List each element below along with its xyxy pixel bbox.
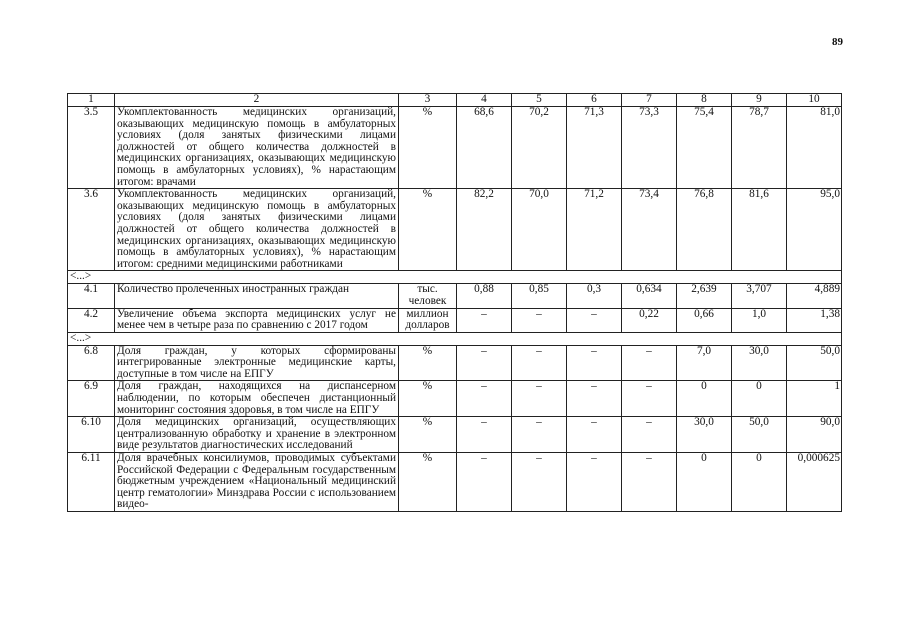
header-cell: 5 <box>512 94 567 107</box>
header-cell: 10 <box>787 94 842 107</box>
table-row <box>68 308 842 332</box>
indicator-name: Доля граждан, у которых сформированы интегрированные электронные медицинские карты, доступные в том числе на ЕПГУ <box>115 345 399 381</box>
value-cell: 50,0 <box>787 345 842 381</box>
unit-cell: тыс. человек <box>399 284 457 308</box>
value-cell: – <box>567 381 622 417</box>
indicator-name: Укомплектованность медицинских организаций, оказывающих медицинскую помощь в амбулаторных условиях (доля занятых физическими лицами должностей от общего количества должностей в медицинских организациях, оказывающих медицинскую помощь в амбулаторных условиях), % нарастающим итогом: врачами <box>115 107 399 189</box>
value-cell: 0,634 <box>622 284 677 308</box>
unit-cell: миллион долларов <box>399 308 457 332</box>
unit-cell: % <box>399 107 457 189</box>
value-cell: 0,000625 <box>787 453 842 512</box>
row-number: 6.9 <box>68 381 115 417</box>
value-cell: – <box>457 308 512 332</box>
value-cell: 0 <box>732 453 787 512</box>
page-number: 89 <box>832 36 843 48</box>
value-cell: – <box>622 345 677 381</box>
row-number: 4.2 <box>68 308 115 332</box>
unit-cell: % <box>399 417 457 453</box>
value-cell: 71,3 <box>567 107 622 189</box>
value-cell: 0,3 <box>567 284 622 308</box>
value-cell: 68,6 <box>457 107 512 189</box>
value-cell: 0 <box>677 453 732 512</box>
value-cell: 4,889 <box>787 284 842 308</box>
value-cell: 81,6 <box>732 189 787 271</box>
indicator-name: Укомплектованность медицинских организаций, оказывающих медицинскую помощь в амбулаторных условиях (доля занятых физическими лицами должностей от общего количества должностей в медицинских организациях, оказывающих медицинскую помощь в амбулаторных условиях), % нарастающим итогом: средними медицинскими работниками <box>115 189 399 271</box>
value-cell: 1,38 <box>787 308 842 332</box>
value-cell: – <box>512 308 567 332</box>
ellipsis-separator: <...> <box>68 271 842 284</box>
indicator-table <box>67 93 842 512</box>
value-cell: 75,4 <box>677 107 732 189</box>
row-number: 3.5 <box>68 107 115 189</box>
value-cell: 90,0 <box>787 417 842 453</box>
value-cell: – <box>457 453 512 512</box>
header-cell: 9 <box>732 94 787 107</box>
unit-cell: % <box>399 345 457 381</box>
table-row <box>68 345 842 381</box>
header-cell: 8 <box>677 94 732 107</box>
value-cell: – <box>512 453 567 512</box>
value-cell: 95,0 <box>787 189 842 271</box>
table-row <box>68 107 842 189</box>
indicator-name: Доля врачебных консилиумов, проводимых субъектами Российской Федерации с Федеральным государственным бюджетным учреждением «Национальный медицинский центр гематологии» Минздрава России с использованием видео- <box>115 453 399 512</box>
row-number: 4.1 <box>68 284 115 308</box>
value-cell: – <box>512 381 567 417</box>
separator-row <box>68 271 842 284</box>
value-cell: – <box>457 345 512 381</box>
indicator-name: Количество пролеченных иностранных граждан <box>115 284 399 308</box>
table-row <box>68 284 842 308</box>
value-cell: 81,0 <box>787 107 842 189</box>
header-cell: 7 <box>622 94 677 107</box>
value-cell: – <box>457 381 512 417</box>
value-cell: 3,707 <box>732 284 787 308</box>
header-cell: 6 <box>567 94 622 107</box>
value-cell: – <box>512 417 567 453</box>
table-row <box>68 189 842 271</box>
value-cell: 70,0 <box>512 189 567 271</box>
header-cell: 1 <box>68 94 115 107</box>
separator-row <box>68 332 842 345</box>
value-cell: 73,4 <box>622 189 677 271</box>
value-cell: 2,639 <box>677 284 732 308</box>
indicator-name: Увеличение объема экспорта медицинских услуг не менее чем в четыре раза по сравнению с 2017 годом <box>115 308 399 332</box>
value-cell: – <box>622 417 677 453</box>
value-cell: 1,0 <box>732 308 787 332</box>
unit-cell: % <box>399 381 457 417</box>
header-cell: 4 <box>457 94 512 107</box>
value-cell: – <box>622 453 677 512</box>
value-cell: 82,2 <box>457 189 512 271</box>
value-cell: 0 <box>677 381 732 417</box>
value-cell: – <box>567 308 622 332</box>
row-number: 6.8 <box>68 345 115 381</box>
table-row <box>68 417 842 453</box>
row-number: 6.11 <box>68 453 115 512</box>
value-cell: 0,66 <box>677 308 732 332</box>
value-cell: 71,2 <box>567 189 622 271</box>
value-cell: – <box>567 345 622 381</box>
header-cell: 3 <box>399 94 457 107</box>
value-cell: – <box>567 453 622 512</box>
ellipsis-separator: <...> <box>68 332 842 345</box>
unit-cell: % <box>399 189 457 271</box>
value-cell: 7,0 <box>677 345 732 381</box>
table-body <box>68 94 842 512</box>
table-row <box>68 453 842 512</box>
row-number: 6.10 <box>68 417 115 453</box>
value-cell: 73,3 <box>622 107 677 189</box>
indicator-name: Доля медицинских организаций, осуществляющих централизованную обработку и хранение в электронном виде результатов диагностических исследований <box>115 417 399 453</box>
value-cell: 0,85 <box>512 284 567 308</box>
value-cell: 76,8 <box>677 189 732 271</box>
indicator-name: Доля граждан, находящихся на диспансерном наблюдении, по которым обеспечен дистанционный мониторинг состояния здоровья, в том числе на ЕПГУ <box>115 381 399 417</box>
value-cell: 30,0 <box>677 417 732 453</box>
unit-cell: % <box>399 453 457 512</box>
value-cell: – <box>567 417 622 453</box>
value-cell: 30,0 <box>732 345 787 381</box>
value-cell: 0 <box>732 381 787 417</box>
value-cell: 78,7 <box>732 107 787 189</box>
value-cell: 0,22 <box>622 308 677 332</box>
header-row <box>68 94 842 107</box>
value-cell: 1 <box>787 381 842 417</box>
value-cell: 50,0 <box>732 417 787 453</box>
header-cell: 2 <box>115 94 399 107</box>
value-cell: – <box>457 417 512 453</box>
value-cell: 70,2 <box>512 107 567 189</box>
value-cell: – <box>622 381 677 417</box>
value-cell: 0,88 <box>457 284 512 308</box>
row-number: 3.6 <box>68 189 115 271</box>
value-cell: – <box>512 345 567 381</box>
table-row <box>68 381 842 417</box>
